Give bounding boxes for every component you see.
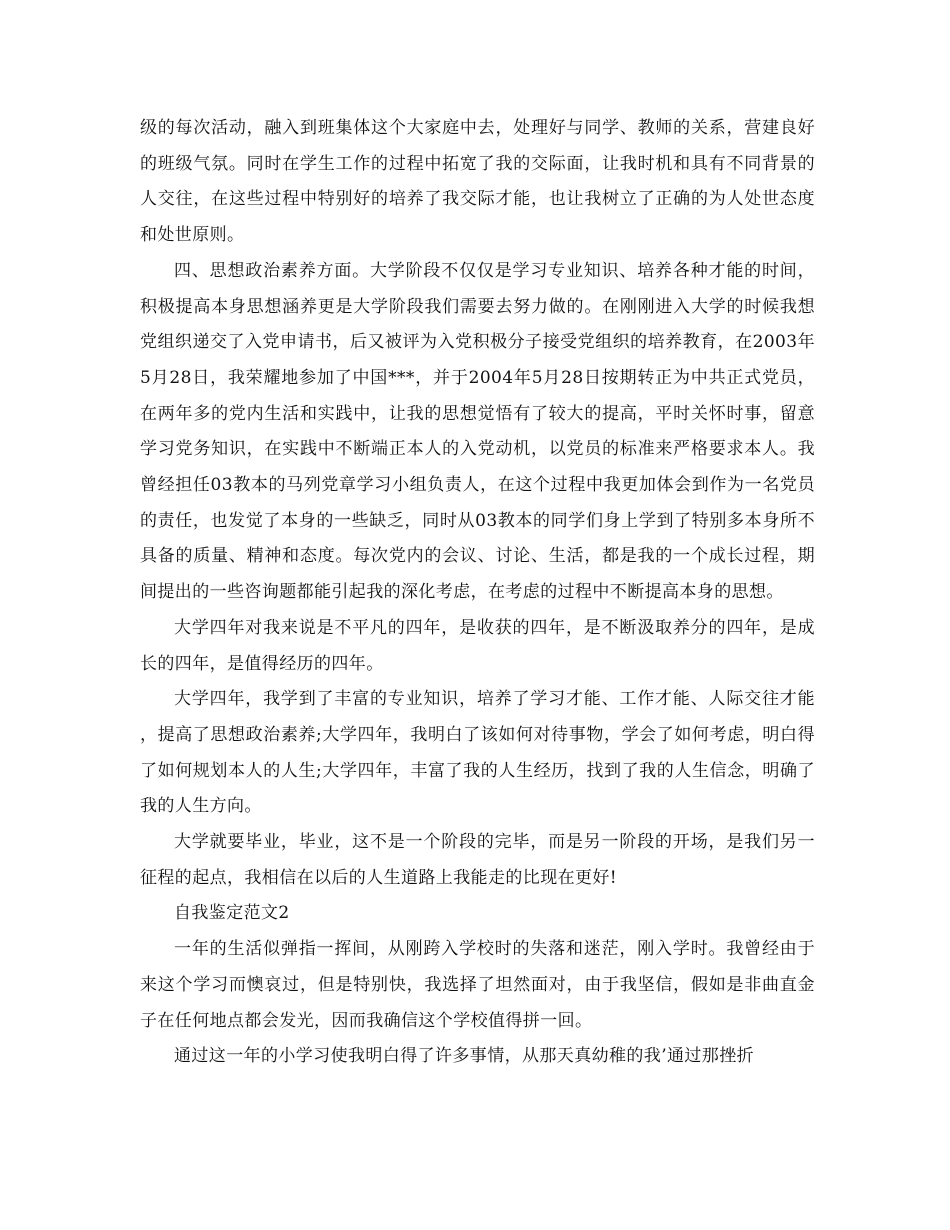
document-body (140, 111, 815, 1075)
section-heading: 自我鉴定范文2 (174, 903, 290, 924)
paragraph-study-experience: 通过这一年的小学习使我明白得了许多事情，从那天真幼稚的我’通过那挫折 (174, 1046, 755, 1067)
paragraph-political-quality: 四、思想政治素养方面。大学阶段不仅仅是学习专业知识、培养各种才能的时间，积极提高本身思想涵养更是大学阶段我们需要去努力做的。在刚刚进入大学的时候我想党组织递交了入党申请书，后又被评为入党积极分子接受党组织的培养教育，在2003年5月28日，我荣耀地参加了中国***，并于2004年5月28日按期转正为中共正式党员，在两年多的党内生活和实践中，让我的思想觉悟有了较大的提高，平时关怀时事，留意学习党务知识，在实践中不断端正本人的入党动机，以党员的标准来严格要求本人。我曾经担任03教本的马列党章学习小组负责人，在这个过程中我更加体会到作为一名党员的责任，也发觉了本身的一些缺乏，同时从03教本的同学们身上学到了特别多本身所不具备的质量、精神和态度。每次党内的会议、讨论、生活，都是我的一个成长过程，期间提出的一些咨询题都能引起我的深化考虑，在考虑的过程中不断提高本身的思想。 (140, 260, 815, 603)
paragraph-first-year: 一年的生活似弹指一挥间，从刚跨入学校时的失落和迷茫，刚入学时。我曾经由于来这个学习而懊哀过，但是特别快，我选择了坦然面对，由于我坚信，假如是非曲直金子在任何地点都会发光，因而我确信这个学校值得拼一回。 (140, 939, 815, 1031)
paragraph-four-years: 大学四年对我来说是不平凡的四年，是收获的四年，是不断汲取养分的四年，是成长的四年，是值得经历的四年。 (140, 617, 815, 674)
paragraph-continuation: 级的每次活动，融入到班集体这个大家庭中去，处理好与同学、教师的关系，营建良好的班级气氛。同时在学生工作的过程中拓宽了我的交际面，让我时机和具有不同背景的人交往，在这些过程中特别好的培养了我交际才能，也让我树立了正确的为人处世态度和处世原则。 (140, 118, 815, 246)
paragraph-graduation: 大学就要毕业，毕业，这不是一个阶段的完毕，而是另一阶段的开场，是我们另一征程的起点，我相信在以后的人生道路上我能走的比现在更好! (140, 832, 815, 888)
paragraph-learned: 大学四年，我学到了丰富的专业知识，培养了学习才能、工作才能、人际交往才能，提高了思想政治素养;大学四年，我明白了该如何对待事物，学会了如何考虑，明白得了如何规划本人的人生;大学四年，丰富了我的人生经历，找到了我的人生信念，明确了我的人生方向。 (140, 689, 815, 817)
